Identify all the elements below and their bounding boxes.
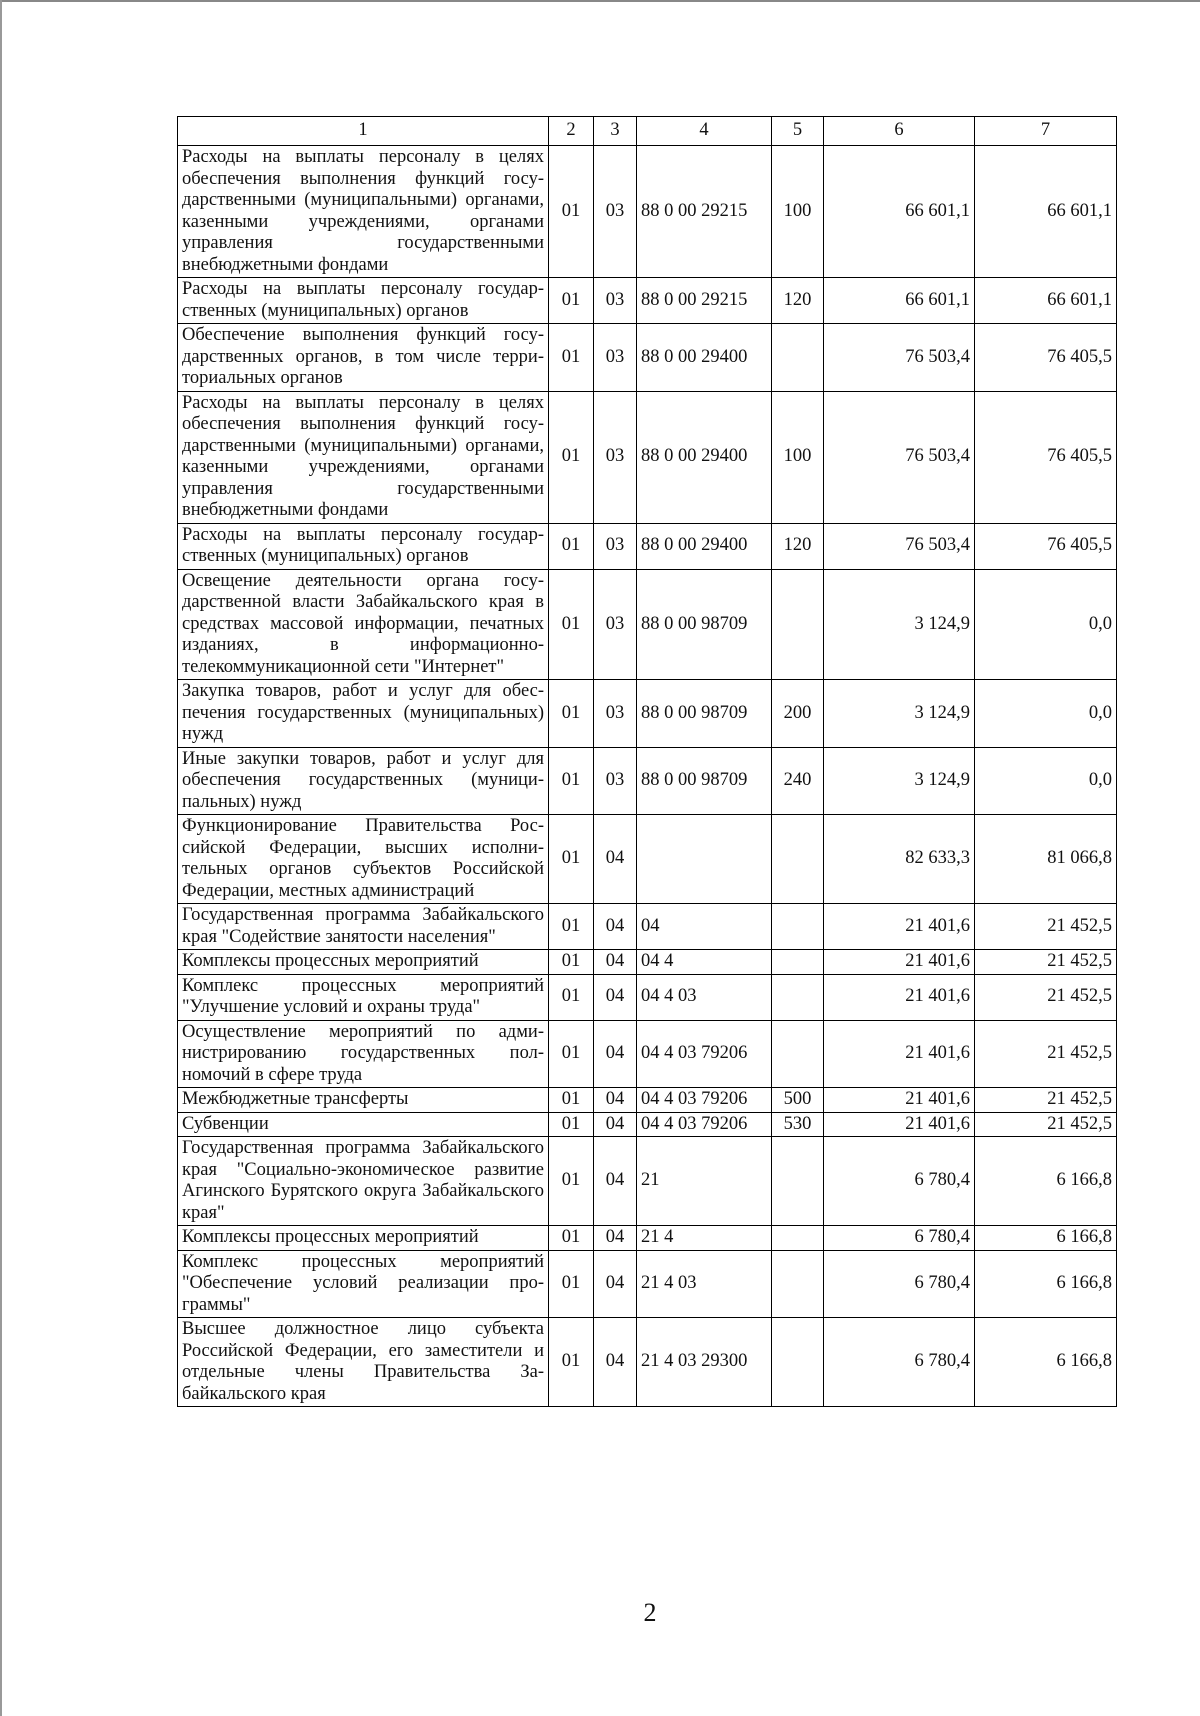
amount-col-7: 21 452,5 — [975, 1020, 1117, 1088]
subsection-code: 04 — [594, 1250, 637, 1318]
page-edge-left — [0, 0, 2, 1716]
target-article-code: 88 0 00 29215 — [637, 146, 772, 278]
expense-type-code: 120 — [772, 278, 824, 324]
table-row — [178, 1226, 1117, 1251]
expense-type-code — [772, 569, 824, 680]
expense-type-code: 530 — [772, 1112, 824, 1137]
row-description: Функционирование Правительства Российской Федерации, высших исполнительных органов субъектов Российской Федерации, местных администраций — [178, 815, 549, 904]
section-code: 01 — [549, 815, 594, 904]
expense-type-code — [772, 324, 824, 392]
subsection-code: 03 — [594, 278, 637, 324]
subsection-code: 04 — [594, 1226, 637, 1251]
row-description: Высшее должностное лицо субъекта Российской Федерации, его заместители и отдельные члены Правительства Забайкальского края — [178, 1318, 549, 1407]
section-code: 01 — [549, 680, 594, 748]
amount-col-6: 66 601,1 — [824, 278, 975, 324]
section-code: 01 — [549, 1112, 594, 1137]
expense-type-code: 100 — [772, 146, 824, 278]
header-col-7: 7 — [975, 117, 1117, 146]
amount-col-7: 66 601,1 — [975, 146, 1117, 278]
amount-col-7: 0,0 — [975, 747, 1117, 815]
target-article-code: 04 4 — [637, 950, 772, 975]
amount-col-7: 66 601,1 — [975, 278, 1117, 324]
row-description: Субвенции — [178, 1112, 549, 1137]
table-row — [178, 815, 1117, 904]
amount-col-7: 76 405,5 — [975, 324, 1117, 392]
amount-col-6: 21 401,6 — [824, 1112, 975, 1137]
target-article-code: 04 4 03 79206 — [637, 1088, 772, 1113]
row-description: Комплекс процессных мероприятий "Улучшение условий и охраны труда" — [178, 974, 549, 1020]
amount-col-6: 6 780,4 — [824, 1318, 975, 1407]
section-code: 01 — [549, 747, 594, 815]
subsection-code: 03 — [594, 324, 637, 392]
section-code: 01 — [549, 1318, 594, 1407]
amount-col-6: 66 601,1 — [824, 146, 975, 278]
subsection-code: 03 — [594, 569, 637, 680]
amount-col-7: 6 166,8 — [975, 1137, 1117, 1226]
subsection-code: 04 — [594, 1137, 637, 1226]
subsection-code: 04 — [594, 1088, 637, 1113]
section-code: 01 — [549, 1226, 594, 1251]
header-col-1: 1 — [178, 117, 549, 146]
section-code: 01 — [549, 950, 594, 975]
table-row — [178, 1112, 1117, 1137]
row-description: Расходы на выплаты персоналу государственных (муниципальных) органов — [178, 278, 549, 324]
amount-col-7: 6 166,8 — [975, 1250, 1117, 1318]
section-code: 01 — [549, 1250, 594, 1318]
amount-col-7: 0,0 — [975, 680, 1117, 748]
amount-col-6: 6 780,4 — [824, 1137, 975, 1226]
row-description: Комплексы процессных мероприятий — [178, 950, 549, 975]
row-description: Межбюджетные трансферты — [178, 1088, 549, 1113]
row-description: Обеспечение выполнения функций государственных органов, в том числе территориальных органов — [178, 324, 549, 392]
table-row — [178, 680, 1117, 748]
header-col-3: 3 — [594, 117, 637, 146]
target-article-code: 88 0 00 98709 — [637, 680, 772, 748]
subsection-code: 04 — [594, 950, 637, 975]
page-number: 2 — [643, 1598, 657, 1627]
table-row — [178, 747, 1117, 815]
expense-type-code: 200 — [772, 680, 824, 748]
subsection-code: 04 — [594, 974, 637, 1020]
page-edge-top — [0, 0, 1200, 2]
section-code: 01 — [549, 146, 594, 278]
subsection-code: 04 — [594, 1318, 637, 1407]
section-code: 01 — [549, 278, 594, 324]
row-description: Государственная программа Забайкальского края "Содействие занятости населения" — [178, 904, 549, 950]
table-row — [178, 1020, 1117, 1088]
subsection-code: 04 — [594, 815, 637, 904]
row-description: Закупка товаров, работ и услуг для обеспечения государственных (муниципальных) нужд — [178, 680, 549, 748]
amount-col-6: 21 401,6 — [824, 1020, 975, 1088]
row-description: Освещение деятельности органа государственной власти Забайкальского края в средствах массовой информации, печатных изданиях, в информационно-телекоммуникационной сети "Интернет" — [178, 569, 549, 680]
amount-col-6: 76 503,4 — [824, 391, 975, 523]
amount-col-7: 76 405,5 — [975, 391, 1117, 523]
section-code: 01 — [549, 324, 594, 392]
target-article-code: 88 0 00 98709 — [637, 569, 772, 680]
target-article-code: 88 0 00 98709 — [637, 747, 772, 815]
table-row — [178, 391, 1117, 523]
amount-col-7: 81 066,8 — [975, 815, 1117, 904]
amount-col-6: 6 780,4 — [824, 1226, 975, 1251]
target-article-code: 21 4 03 — [637, 1250, 772, 1318]
amount-col-6: 6 780,4 — [824, 1250, 975, 1318]
amount-col-7: 76 405,5 — [975, 523, 1117, 569]
amount-col-6: 21 401,6 — [824, 974, 975, 1020]
expense-type-code — [772, 1020, 824, 1088]
expense-type-code — [772, 1318, 824, 1407]
section-code: 01 — [549, 1137, 594, 1226]
expense-type-code: 500 — [772, 1088, 824, 1113]
subsection-code: 04 — [594, 1112, 637, 1137]
target-article-code: 04 — [637, 904, 772, 950]
table-row — [178, 146, 1117, 278]
row-description: Осуществление мероприятий по администрированию государственных полномочий в сфере труда — [178, 1020, 549, 1088]
header-col-2: 2 — [549, 117, 594, 146]
amount-col-7: 21 452,5 — [975, 1088, 1117, 1113]
section-code: 01 — [549, 1088, 594, 1113]
section-code: 01 — [549, 391, 594, 523]
table-row — [178, 569, 1117, 680]
amount-col-6: 21 401,6 — [824, 904, 975, 950]
row-description: Комплексы процессных мероприятий — [178, 1226, 549, 1251]
table-row — [178, 974, 1117, 1020]
target-article-code: 88 0 00 29400 — [637, 391, 772, 523]
amount-col-6: 3 124,9 — [824, 680, 975, 748]
section-code: 01 — [549, 904, 594, 950]
table-row — [178, 1318, 1117, 1407]
target-article-code: 88 0 00 29400 — [637, 523, 772, 569]
expense-type-code — [772, 815, 824, 904]
amount-col-7: 21 452,5 — [975, 1112, 1117, 1137]
amount-col-7: 0,0 — [975, 569, 1117, 680]
subsection-code: 04 — [594, 904, 637, 950]
subsection-code: 04 — [594, 1020, 637, 1088]
table-row — [178, 523, 1117, 569]
target-article-code: 88 0 00 29400 — [637, 324, 772, 392]
amount-col-6: 76 503,4 — [824, 523, 975, 569]
row-description: Расходы на выплаты персоналу в целях обеспечения выполнения функций государственными (муниципальными) органами, казенными учреждениями, органами управления государственными внебюджетными фондами — [178, 391, 549, 523]
amount-col-6: 82 633,3 — [824, 815, 975, 904]
expense-type-code — [772, 904, 824, 950]
table-row — [178, 278, 1117, 324]
section-code: 01 — [549, 569, 594, 680]
target-article-code: 21 — [637, 1137, 772, 1226]
section-code: 01 — [549, 974, 594, 1020]
header-col-6: 6 — [824, 117, 975, 146]
amount-col-7: 6 166,8 — [975, 1318, 1117, 1407]
amount-col-6: 3 124,9 — [824, 569, 975, 680]
amount-col-7: 6 166,8 — [975, 1226, 1117, 1251]
target-article-code: 04 4 03 — [637, 974, 772, 1020]
subsection-code: 03 — [594, 747, 637, 815]
section-code: 01 — [549, 523, 594, 569]
row-description: Иные закупки товаров, работ и услуг для обеспечения государственных (муниципальных) нужд — [178, 747, 549, 815]
target-article-code: 88 0 00 29215 — [637, 278, 772, 324]
expense-type-code: 100 — [772, 391, 824, 523]
header-col-4: 4 — [637, 117, 772, 146]
budget-table — [177, 116, 1117, 1407]
expense-type-code — [772, 1137, 824, 1226]
expense-type-code — [772, 1250, 824, 1318]
section-code: 01 — [549, 1020, 594, 1088]
table-row — [178, 1250, 1117, 1318]
expense-type-code — [772, 1226, 824, 1251]
amount-col-6: 21 401,6 — [824, 1088, 975, 1113]
target-article-code — [637, 815, 772, 904]
expense-type-code — [772, 950, 824, 975]
header-col-5: 5 — [772, 117, 824, 146]
target-article-code: 04 4 03 79206 — [637, 1112, 772, 1137]
target-article-code: 21 4 03 29300 — [637, 1318, 772, 1407]
header-row — [178, 117, 1117, 146]
amount-col-6: 3 124,9 — [824, 747, 975, 815]
table-row — [178, 950, 1117, 975]
table-row — [178, 1088, 1117, 1113]
amount-col-6: 76 503,4 — [824, 324, 975, 392]
row-description: Расходы на выплаты персоналу государственных (муниципальных) органов — [178, 523, 549, 569]
subsection-code: 03 — [594, 680, 637, 748]
expense-type-code: 120 — [772, 523, 824, 569]
amount-col-7: 21 452,5 — [975, 974, 1117, 1020]
subsection-code: 03 — [594, 523, 637, 569]
row-description: Государственная программа Забайкальского края "Социально-экономическое развитие Агинского Бурятского округа Забайкальского края" — [178, 1137, 549, 1226]
amount-col-7: 21 452,5 — [975, 904, 1117, 950]
table-row — [178, 904, 1117, 950]
table-row — [178, 324, 1117, 392]
subsection-code: 03 — [594, 391, 637, 523]
subsection-code: 03 — [594, 146, 637, 278]
amount-col-7: 21 452,5 — [975, 950, 1117, 975]
target-article-code: 04 4 03 79206 — [637, 1020, 772, 1088]
amount-col-6: 21 401,6 — [824, 950, 975, 975]
table-row — [178, 1137, 1117, 1226]
expense-type-code: 240 — [772, 747, 824, 815]
row-description: Расходы на выплаты персоналу в целях обеспечения выполнения функций государственными (муниципальными) органами, казенными учреждениями, органами управления государственными внебюджетными фондами — [178, 146, 549, 278]
row-description: Комплекс процессных мероприятий "Обеспечение условий реализации программы" — [178, 1250, 549, 1318]
expense-type-code — [772, 974, 824, 1020]
target-article-code: 21 4 — [637, 1226, 772, 1251]
